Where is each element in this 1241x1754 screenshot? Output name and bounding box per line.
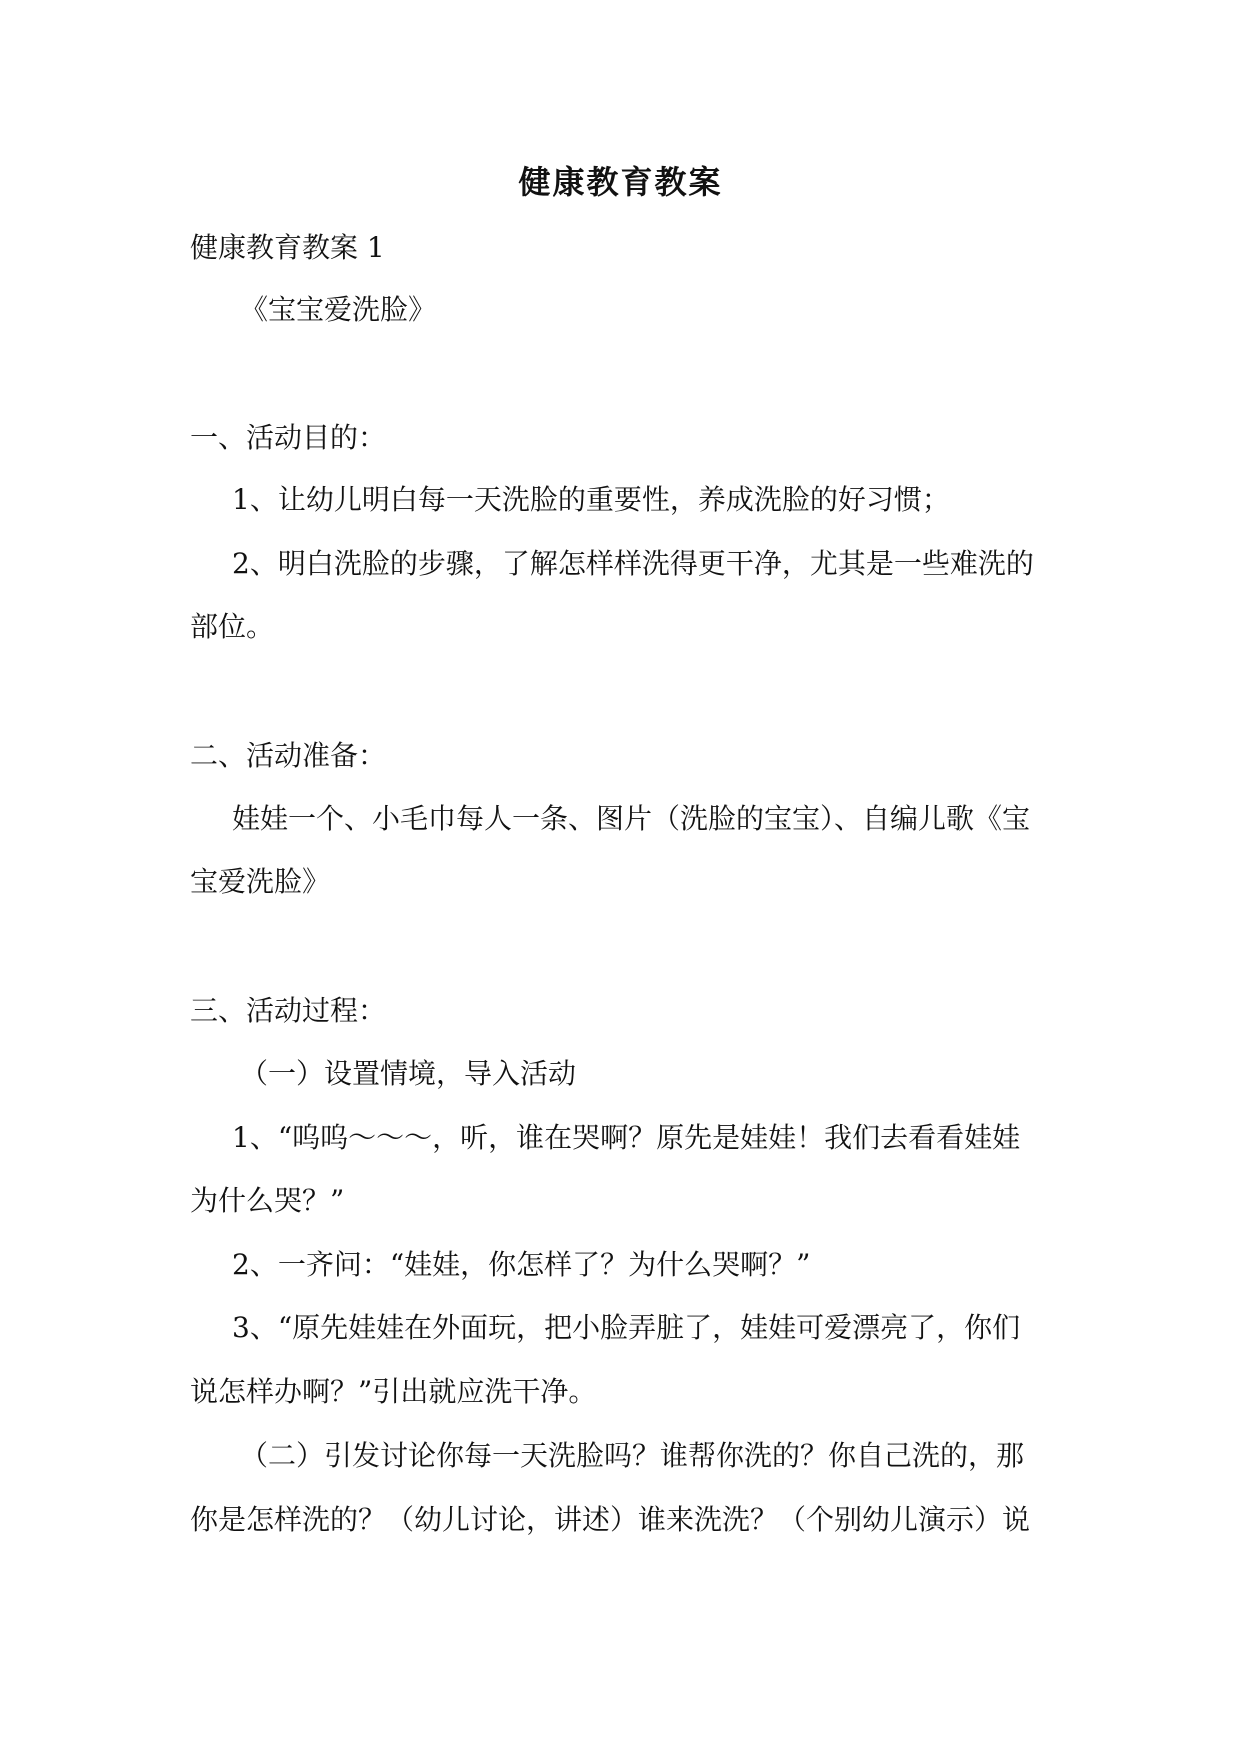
objective-item-1: 1、让幼儿明白每一天洗脸的重要性，养成洗脸的好习惯；: [232, 483, 950, 516]
preparation-line-1: 娃娃一个、小毛巾每人一条、图片（洗脸的宝宝）、自编儿歌《宝: [232, 802, 1031, 835]
subtitle: 健康教育教案 1: [190, 231, 385, 264]
process-item-3-line-2: 说怎样办啊？”引出就应洗干净。: [190, 1375, 597, 1408]
section-heading-objectives: 一、活动目的：: [190, 421, 387, 454]
objective-item-2-line-1: 2、明白洗脸的步骤，了解怎样样洗得更干净，尤其是一些难洗的: [232, 547, 1034, 580]
section-heading-preparation: 二、活动准备：: [190, 739, 387, 772]
section-heading-process: 三、活动过程：: [190, 994, 387, 1027]
document-title: 健康教育教案: [518, 163, 723, 201]
preparation-line-2: 宝爱洗脸》: [190, 865, 331, 898]
process-sub-2-line-2: 你是怎样洗的？（幼儿讨论，讲述）谁来洗洗？（个别幼儿演示）说: [190, 1503, 1031, 1536]
process-sub-1: （一）设置情境，导入活动: [240, 1057, 577, 1090]
objective-item-2-line-2: 部位。: [190, 610, 275, 643]
process-item-1-line-2: 为什么哭？”: [190, 1184, 345, 1217]
process-item-2: 2、一齐问：“娃娃，你怎样了？为什么哭啊？”: [232, 1248, 811, 1281]
lesson-name: 《宝宝爱洗脸》: [240, 293, 437, 326]
process-item-1-line-1: 1、“呜呜～～～，听，谁在哭啊？原先是娃娃！我们去看看娃娃: [232, 1121, 1021, 1154]
process-item-3-line-1: 3、“原先娃娃在外面玩，把小脸弄脏了，娃娃可爱漂亮了，你们: [232, 1311, 1021, 1344]
process-sub-2-line-1: （二）引发讨论你每一天洗脸吗？谁帮你洗的？你自己洗的，那: [240, 1439, 1025, 1472]
